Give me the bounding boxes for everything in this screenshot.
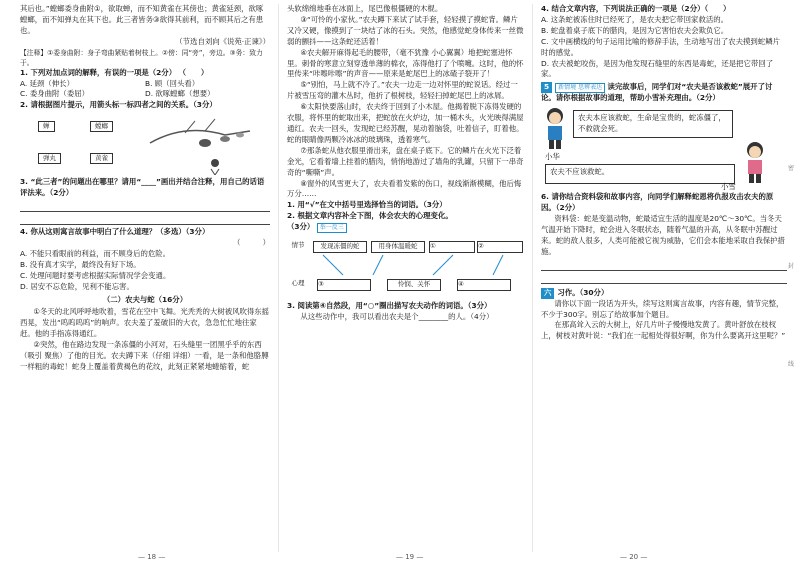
row-label-plot: 情节 <box>291 241 305 250</box>
plot-blank-2[interactable]: ② <box>477 241 523 253</box>
story-paragraph: 头软绵绵地垂在冰面上，尾巴像根僵硬的木棍。 <box>287 4 443 13</box>
story-paragraph: ⑤“别怕，马上就不冷了。”农夫一边走一边对怀里的蛇说话。经过一片被雪压弯的灌木丛时，他折了根树枝，轻轻扫掉蛇尾巴上的冰屑。 <box>287 80 518 101</box>
row-label-mind: 心理 <box>291 279 305 288</box>
option-c[interactable]: C. 处理问题时要考虑根据实际情况学会变通。 <box>20 270 171 280</box>
question-2: 2. 根据文章内容补全下图，体会农夫的心理变化。 <box>287 211 453 221</box>
options-row <box>20 79 270 90</box>
option-a[interactable]: A. 延颈（伸长） <box>20 78 74 88</box>
plot-cell: 用身体温暖蛇 <box>371 241 425 253</box>
story-paragraph: ⑥太阳快要落山时，农夫终于回到了小木屋。他揭着脱下冻得发硬的衣服，将怀里的蛇取出来，把蛇放在火炉边，加一桶木头，火光映得满屋通红。农夫一回头，发现蛇已经苏醒，晃动着脑袋，吐着信子，盯着他。蛇的眼睛像两颗冷冰冰的玻璃珠，透着寒气。 <box>287 102 524 144</box>
story-paragraph: ③“可怜的小家伙。”农夫蹲下来试了试手套，轻轻摸了摸蛇背。鳞片又冷又硬，像摸到了一块结了冰的石头。突然，他感觉蛇身体传来一丝微弱的颤抖——这条蛇还活着！ <box>287 14 524 46</box>
speech-bubble-hua: 农夫本应该救蛇，生命是宝贵的，蛇冻僵了，不救就会死。 <box>573 110 733 138</box>
question-3: 3. “此三者”的问题出在哪里？请用“____”画出并结合注释，用自己的话语评法来。（2分） <box>20 177 265 198</box>
answer-line[interactable] <box>20 201 270 212</box>
tree-birds-illustration <box>145 113 255 175</box>
story-paragraph: ⑧窗外的风雪更大了，农夫看着发紫的伤口，视线渐渐模糊，他后悔万分…… <box>287 178 522 199</box>
story-paragraph: ①冬天的北风呼呼地吹着，雪花在空中飞舞。光秃秃的大树被风吹得东摇西晃，发出“呜呜呜呜”的响声。农夫羞了羞破旧的大衣，急急忙忙地往家赶。他的手指冻得通红。 <box>20 307 270 339</box>
option-b[interactable]: B. 蛇盘着桌子底下的腊肉，是因为它害怕农夫会欺负它。 <box>541 25 729 35</box>
page-20 <box>541 4 787 550</box>
question-1: 1. 下列对加点词的解释，有误的一项是（2分） （ ） <box>20 67 209 77</box>
section-title: （二）农夫与蛇（16分） <box>102 294 188 304</box>
student-avatar-icon <box>541 106 569 150</box>
speaker-name: 小华 <box>545 152 560 162</box>
student-avatar-icon <box>741 140 769 184</box>
options-row <box>20 89 270 100</box>
mind-cell: 怜悯、关怀 <box>387 279 441 291</box>
option-c[interactable]: C. 文中画横线的句子运用比喻的修辞手法，生动地写出了农夫摸到蛇鳞片时的感觉。 <box>541 36 780 57</box>
question-3: 3. 阅读第④自然段，用“○”圈出描写农夫动作的词语。（3分） <box>287 301 492 311</box>
page-number: — 19 — <box>396 553 424 562</box>
word-box-pellet[interactable]: 弹丸 <box>38 153 61 164</box>
plot-blank-1[interactable]: ① <box>429 241 475 253</box>
speech-bubble-xue[interactable]: 农夫不应该救蛇。 <box>545 164 735 184</box>
seal-line <box>786 160 796 374</box>
writing-prompt: 请你以下面一段话为开头，续写这则寓言故事，内容有趣，情节完整，不少于300字。别忘了给故事加个题目。 <box>541 298 784 319</box>
discussion-illustration <box>541 104 787 192</box>
question-4: 4. 你从这则寓言故事中明白了什么道理？（多选）（3分） <box>20 227 210 237</box>
plot-cell: 发现冻僵的蛇 <box>313 241 367 253</box>
answer-line[interactable] <box>541 273 787 284</box>
question-5: 读完故事后，同学们对“农夫是否该救蛇”展开了讨论。请你根据故事的道理，帮助小雪补充理由。（2分） <box>541 82 773 103</box>
page-19 <box>287 4 524 550</box>
question-4: 4. 结合文章内容，下列说法正确的一项是（2分）（ ） <box>541 4 731 13</box>
data-box: 资料袋：蛇是变温动物，蛇最适宜生活的温度是20℃～30℃。当冬天气温开始下降时，蛇会进入冬眠状态，随着气温的升高，从冬眠中苏醒过来。蛇的敌人很多，人类可能被它视为威胁，它们会本能地采取自我保护措施。 <box>541 214 785 256</box>
source-line: （节选自刘向《说苑·正谏》） <box>175 36 270 46</box>
tag-new-context: 新情境 思辨表达 <box>555 83 605 93</box>
word-box-cicada[interactable]: 蝉 <box>38 121 55 132</box>
column-divider <box>532 4 533 552</box>
section-title: 习作。（30分） <box>557 287 609 297</box>
page-number: — 20 — <box>620 553 648 562</box>
option-a[interactable]: A. 这条蛇被冻住时已经死了，是农夫把它带回家救活的。 <box>541 14 729 24</box>
question-5-badge: 5 <box>541 82 552 93</box>
story-paragraph: ②突然，他在路边发现一条冻僵的小河对，石头缝里一团黑乎乎的东西（吸引 聚焦）了他的目光。农夫蹲下来（仔细 详细）一看，是一条和他胳膊一样粗的毒蛇！蛇身上覆盖着黄褐色的花纹，此刻正紧紧地蜷缩着，蛇 <box>20 340 269 371</box>
speaker-name: 小雪 <box>721 182 736 192</box>
page-18 <box>20 4 270 550</box>
tag-extend: 举一反三 <box>317 223 347 233</box>
story-intro: 其后也。”螳螂委身曲附①，欲取蝉，而不知黄雀在其傍也；黄雀延颈，欲啄螳螂，而不知弹丸在其下也。此三者皆务③欲得其前利，而不顾其后之有患也。 <box>20 4 264 35</box>
story-paragraph: ⑦那条蛇从他衣服里滑出来，盘在桌子底下。它的鳞片在火光下泛着金光，它看着墙上挂着的腊肉，悄悄地游过了墙角的乳罐，只留下一串奇奇的“嘶嘶”声。 <box>287 145 524 177</box>
option-c[interactable]: C. 委身曲附（委屈） <box>20 89 89 99</box>
answer-line[interactable] <box>541 260 787 271</box>
seal-char: 线 <box>787 361 794 368</box>
answer-line[interactable] <box>20 214 270 225</box>
mind-blank-4[interactable]: ④ <box>457 279 511 291</box>
emotion-chart <box>287 235 524 299</box>
option-d[interactable]: D. 居安不忘危险，见利不能忘害。 <box>20 281 134 291</box>
word-box-oriole[interactable]: 黄雀 <box>90 153 113 164</box>
option-d[interactable]: D. 农夫被蛇咬伤，是因为他发现石缝里的东西是毒蛇，还是把它带回了家。 <box>541 58 774 79</box>
story-paragraph: ④农夫解开麻得起毛的腰带，（毫不犹豫 小心翼翼）地把蛇塞进怀里。刺骨的寒意立刻穿透单薄的棉衣，冻得他打了个喷嚏。这时，他的怀里传来“咔嚓咔嚓”的声音——原来是蛇尾巴上的冰碴子裂开了！ <box>287 47 524 79</box>
question-3-fill[interactable]: 从这些动作中，我可以看出农夫是个________的人。（4分） <box>300 312 494 322</box>
seal-char: 密 <box>787 165 794 172</box>
column-divider <box>278 4 279 552</box>
option-a[interactable]: A. 不能只看眼前的利益，而不顾身后的危险。 <box>20 248 171 258</box>
question-1: 1. 用“√”在文中括号里选择恰当的词语。（3分） <box>287 200 447 210</box>
question-2-score: （3分） <box>287 222 315 232</box>
connector-arrows <box>313 253 521 279</box>
relation-diagram <box>20 113 270 175</box>
option-b[interactable]: B. 没有真才实学，最终没有好下场。 <box>20 259 141 269</box>
page-number: — 18 — <box>138 553 166 562</box>
word-box-mantis[interactable]: 螳螂 <box>90 121 113 132</box>
option-d[interactable]: D. 欲啄螳螂（想要） <box>145 89 215 99</box>
seal-char: 封 <box>787 263 794 270</box>
mind-blank-3[interactable]: ③ <box>317 279 371 291</box>
section-badge: 六 <box>541 288 554 299</box>
question-2: 2. 请根据图片提示，用箭头标一标四者之间的关系。（3分） <box>20 100 217 110</box>
notes: 【注释】①委身曲附：身子弯曲紧贴着树枝上。②傍：同“旁”，旁边。③务：致力于。 <box>20 48 263 67</box>
option-b[interactable]: B. 顾（回头看） <box>145 78 200 88</box>
writing-opening: 在那高耸入云的大树上，好几片叶子慢慢地发黄了。黄叶舒放在枝杈上，树枝对黄叶说：“我们在一起相处得很好啊，你为什么要离开这里呢？” <box>541 320 786 341</box>
question-6: 6. 请你结合资料袋和故事内容，向同学们解释蛇恩将仇报攻击农夫的原因。（2分） <box>541 192 774 213</box>
answer-bracket[interactable]: （ ） <box>233 237 270 247</box>
